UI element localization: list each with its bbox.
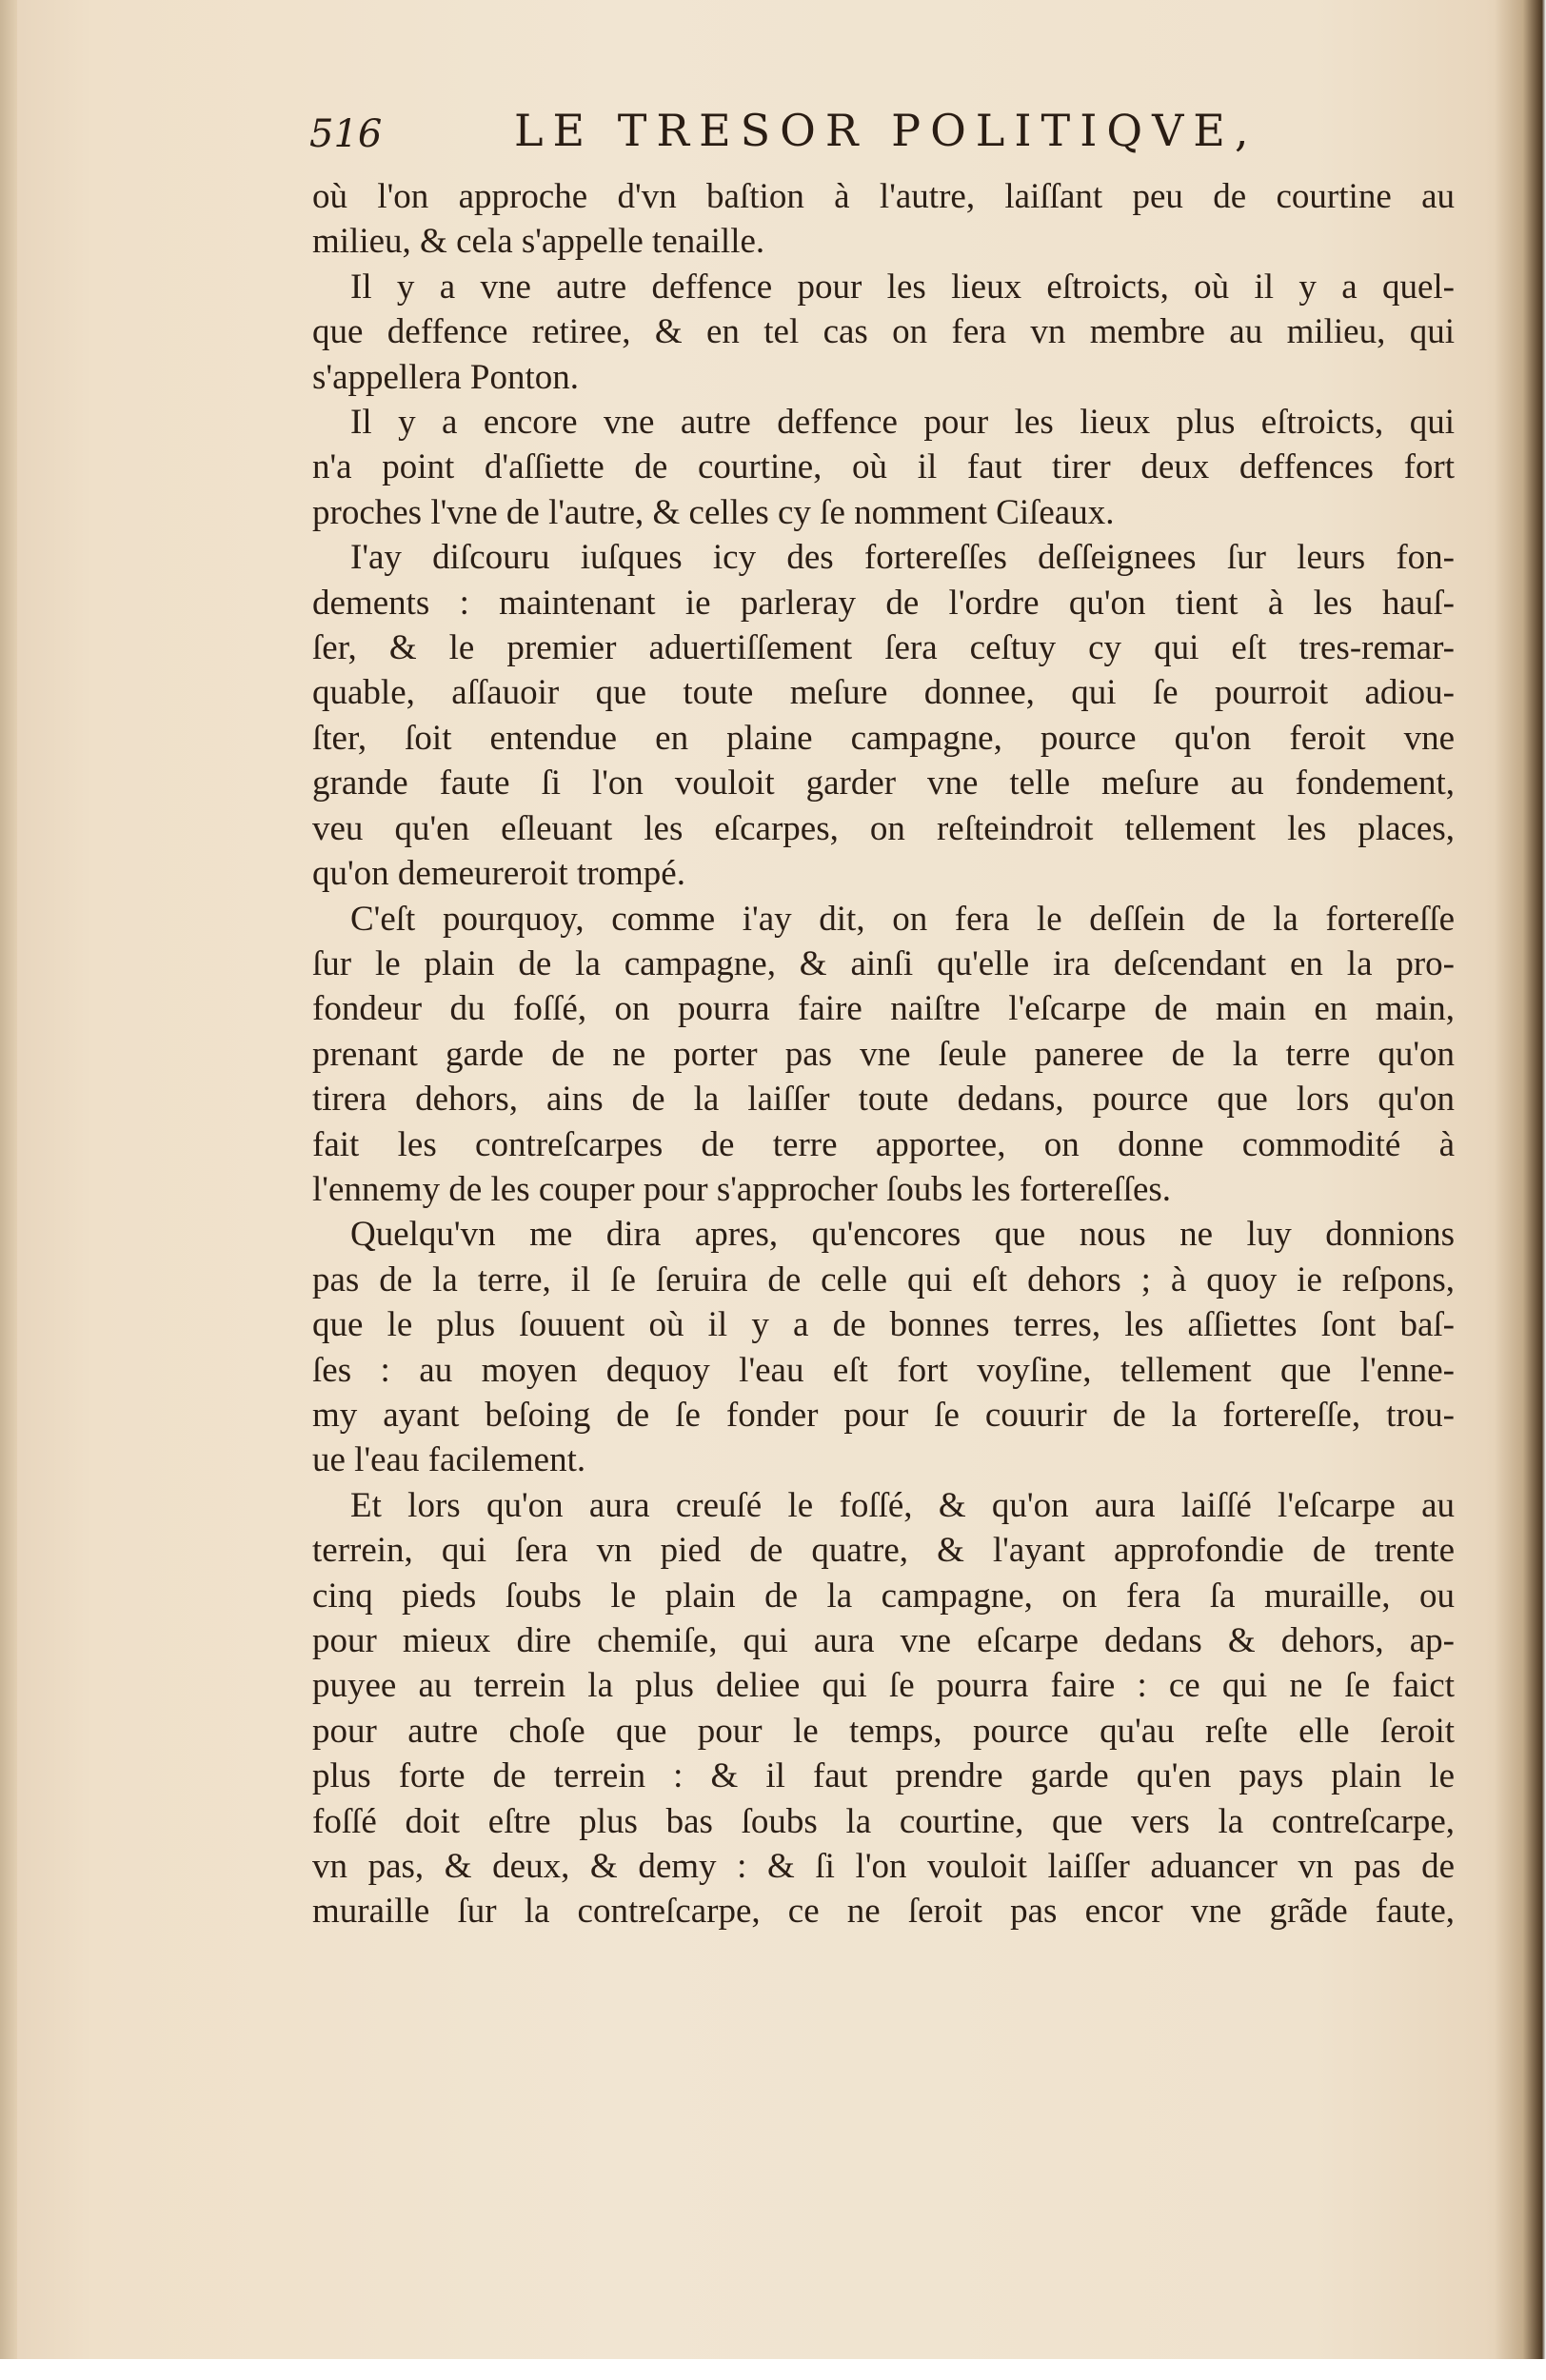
text-line: muraille ſur la contreſcarpe, ce ne ſeroit pas encor vne grãde faute, (312, 1892, 1455, 1932)
text-line: n'a point d'aſſiette de courtine, où il faut tirer deux deffences fort (312, 447, 1455, 487)
text-line: proches l'vne de l'autre, & celles cy ſe nomment Ciſeaux. (312, 492, 1115, 532)
page-bottom-edge (0, 2359, 1546, 2380)
text-line: Et lors qu'on aura creuſé le foſſé, & qu'on aura laiſſé l'eſcarpe au (350, 1485, 1455, 1525)
text-line: milieu, & cela s'appelle tenaille. (312, 222, 765, 262)
text-line: grande faute ſi l'on vouloit garder vne telle meſure au fondement, (312, 764, 1455, 803)
text-line: veu qu'en eſleuant les eſcarpes, on reſteindroit tellement les places, (312, 808, 1455, 848)
text-line: dements : maintenant ie parleray de l'ordre qu'on tient à les hauſ- (312, 583, 1455, 623)
text-line: ſer, & le premier aduertiſſement ſera ceſtuy cy qui eſt tres-remar- (312, 628, 1455, 668)
page-number: 516 (309, 112, 383, 156)
text-line: foſſé doit eſtre plus bas ſoubs la courtine, que vers la contreſcarpe, (312, 1801, 1455, 1841)
text-line: plus forte de terrein : & il faut prendre garde qu'en pays plain le (312, 1756, 1455, 1796)
text-line: fondeur du foſſé, on pourra faire naiſtre l'eſcarpe de main en main, (312, 989, 1455, 1029)
running-title: LE TRESOR POLITIQVE, (514, 105, 1259, 156)
text-line: prenant garde de ne porter pas vne ſeule paneree de la terre qu'on (312, 1034, 1455, 1074)
text-line: Il y a encore vne autre deffence pour les lieux plus eſtroicts, qui (350, 403, 1455, 443)
text-line: que deffence retiree, & en tel cas on fera vn membre au milieu, qui (312, 312, 1455, 352)
text-line: ſter, ſoit entendue en plaine campagne, pource qu'on feroit vne (312, 718, 1455, 758)
text-line: que le plus ſouuent où il y a de bonnes terres, les aſſiettes ſont baſ- (312, 1305, 1455, 1345)
text-line: fait les contreſcarpes de terre apportee, on donne commodité à (312, 1124, 1455, 1164)
text-line: pas de la terre, il ſe ſeruira de celle qui eſt dehors ; à quoy ie reſpons, (312, 1259, 1455, 1299)
text-line: ſur le plain de la campagne, & ainſi qu'elle ira deſcendant en la pro- (312, 943, 1455, 983)
text-line: Il y a vne autre deffence pour les lieux eſtroicts, où il y a quel- (350, 267, 1455, 307)
text-line: Quelqu'vn me dira apres, qu'encores que nous ne luy donnions (350, 1215, 1455, 1255)
text-line: ue l'eau facilement. (312, 1440, 586, 1480)
text-line: qu'on demeureroit trompé. (312, 854, 685, 894)
text-line: vn pas, & deux, & demy : & ſi l'on vouloit laiſſer aduancer vn pas de (312, 1847, 1455, 1887)
text-line: cinq pieds ſoubs le plain de la campagne, on fera ſa muraille, ou (312, 1576, 1455, 1616)
text-line: s'appellera Ponton. (312, 357, 579, 397)
text-line: tirera dehors, ains de la laiſſer toute dedans, pource que lors qu'on (312, 1080, 1455, 1120)
body-text (312, 174, 1478, 1934)
text-line: terrein, qui ſera vn pied de quatre, & l'ayant approfondie de trente (312, 1531, 1455, 1571)
text-line: my ayant beſoing de ſe fonder pour ſe couurir de la fortereſſe, trou- (312, 1395, 1455, 1435)
text-line: quable, aſſauoir que toute meſure donnee, qui ſe pourroit adiou- (312, 673, 1455, 713)
gutter-shadow (1495, 0, 1546, 2380)
page-left-edge (0, 0, 17, 2380)
text-line: pour mieux dire chemiſe, qui aura vne eſcarpe dedans & dehors, ap- (312, 1621, 1455, 1660)
page-header (309, 105, 1357, 171)
text-line: pour autre choſe que pour le temps, pource qu'au reſte elle ſeroit (312, 1711, 1455, 1751)
text-line: l'ennemy de les couper pour s'approcher ſoubs les fortereſſes. (312, 1169, 1172, 1209)
text-line: où l'on approche d'vn baſtion à l'autre, laiſſant peu de courtine au (312, 177, 1455, 216)
text-line: puyee au terrein la plus deliee qui ſe pourra faire : ce qui ne ſe faict (312, 1666, 1455, 1706)
text-line: C'eſt pourquoy, comme i'ay dit, on fera le deſſein de la fortereſſe (350, 899, 1455, 939)
text-line: ſes : au moyen dequoy l'eau eſt fort voyſine, tellement que l'enne- (312, 1350, 1455, 1390)
text-line: I'ay diſcouru iuſques icy des fortereſſes deſſeignees ſur leurs fon- (350, 538, 1455, 578)
